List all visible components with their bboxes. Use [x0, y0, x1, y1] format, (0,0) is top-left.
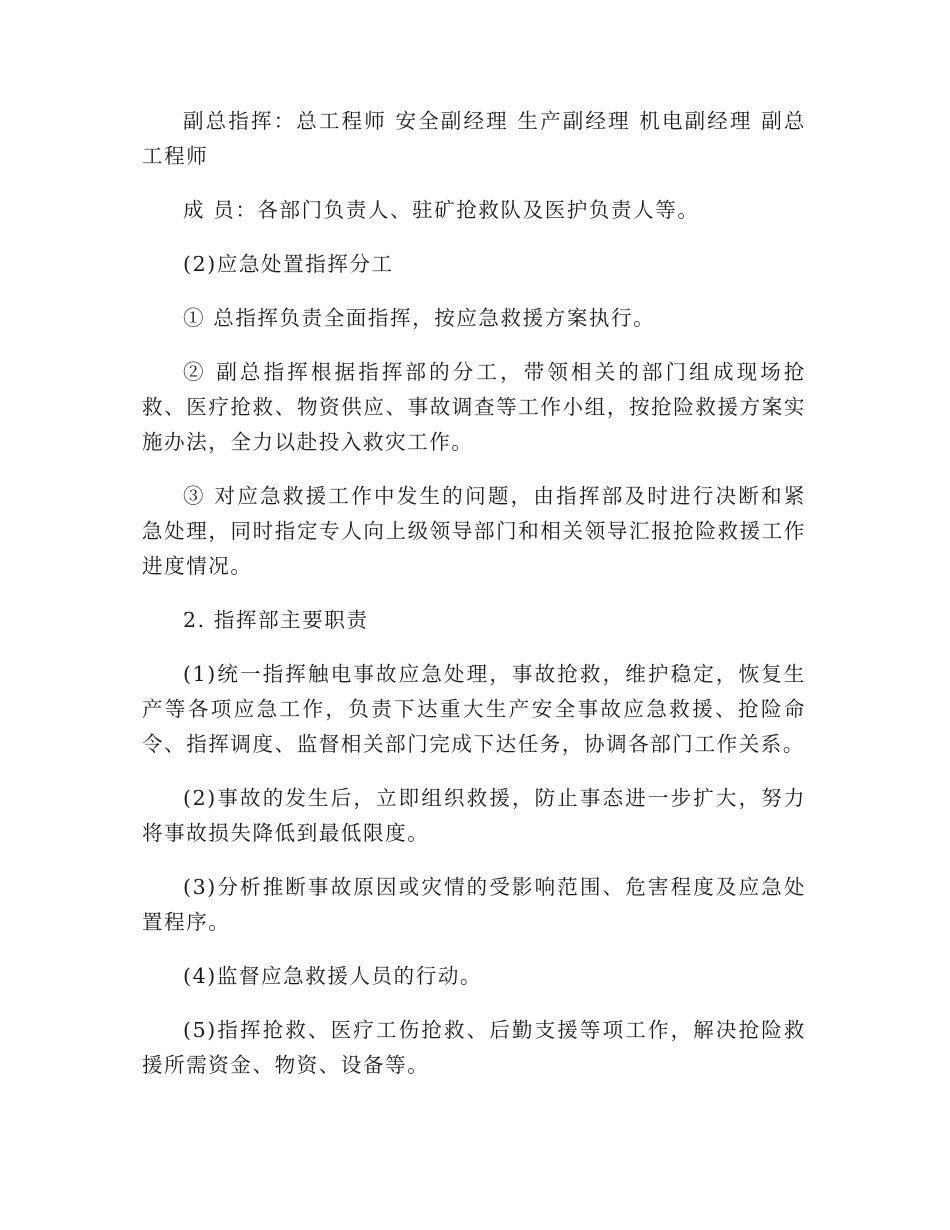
paragraph-duty-2: (2)事故的发生后，立即组织救援，防止事态进一步扩大，努力将事故损失降低到最低限度。 [142, 786, 806, 845]
paragraph-duty-3: (3)分析推断事故原因或灾情的受影响范围、危害程度及应急处置程序。 [142, 875, 806, 934]
paragraph-item-3: ③ 对应急救援工作中发生的问题，由指挥部及时进行决断和紧急处理，同时指定专人向上级领导部门和相关领导汇报抢险救援工作进度情况。 [142, 484, 806, 578]
paragraph-members: 成 员：各部门负责人、驻矿抢救队及医护负责人等。 [183, 198, 700, 222]
paragraph-item-1: ① 总指挥负责全面指挥，按应急救援方案执行。 [183, 306, 656, 330]
paragraph-duty-5: (5)指挥抢救、医疗工伤抢救、后勤支援等项工作，解决抢险救援所需资金、物资、设备等。 [142, 1018, 806, 1077]
paragraph-deputy-commanders: 副总指挥：总工程师 安全副经理 生产副经理 机电副经理 副总工程师 [142, 109, 806, 168]
paragraph-section-heading-duties: 2. 指挥部主要职责 [183, 608, 369, 632]
paragraph-section-heading-division: (2)应急处置指挥分工 [183, 252, 394, 276]
paragraph-item-2: ② 副总指挥根据指挥部的分工，带领相关的部门组成现场抢救、医疗抢救、物资供应、事故调查等工作小组，按抢险救援方案实施办法，全力以赴投入救灾工作。 [142, 360, 806, 454]
paragraph-duty-4: (4)监督应急救援人员的行动。 [183, 964, 483, 988]
paragraph-duty-1: (1)统一指挥触电事故应急处理，事故抢救，维护稳定，恢复生产等各项应急工作，负责下达重大生产安全事故应急救援、抢险命令、指挥调度、监督相关部门完成下达任务，协调各部门工作关系。 [142, 662, 806, 756]
document-body [142, 104, 806, 1102]
